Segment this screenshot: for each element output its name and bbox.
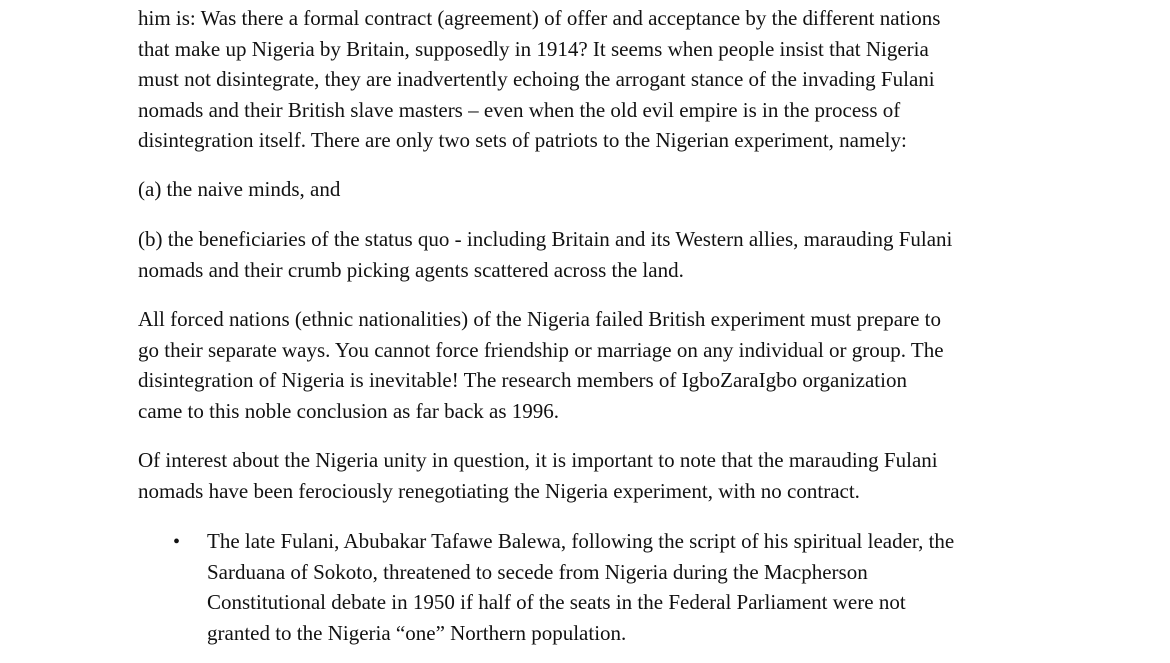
text-line: came to this noble conclusion as far back as 1996.: [138, 398, 560, 423]
paragraph-unity-interest: [138, 445, 1038, 506]
text-line: (a) the naive minds, and: [138, 177, 341, 201]
paragraph-forced-nations: [138, 304, 1038, 426]
text-line: disintegration of Nigeria is inevitable! The research members of IgboZaraIgbo organization: [138, 368, 907, 392]
text-line: nomads have been ferociously renegotiating the Nigeria experiment, with no contract.: [138, 478, 860, 503]
text-line: nomads and their British slave masters – even when the old evil empire is in the process of: [138, 97, 901, 122]
text-line: Sarduana of Sokoto, threatened to secede from Nigeria during the Macpherson: [207, 559, 868, 584]
text-line: that make up Nigeria by Britain, supposedly in 1914? It seems when people insist that Nigeria: [138, 36, 929, 61]
paragraph-contract-question: [138, 3, 1038, 156]
list-item-b: [138, 224, 1038, 285]
list-item-a: [138, 174, 1038, 205]
text-line: The late Fulani, Abubakar Tafawe Balewa, following the script of his spiritual leader, the: [207, 529, 955, 553]
bullet-marker: •: [173, 531, 181, 553]
text-line: nomads and their crumb picking agents scattered across the land.: [138, 257, 684, 282]
text-line: disintegration itself. There are only two sets of patriots to the Nigerian experiment, namely:: [138, 128, 907, 152]
bullet-item-balewa: [207, 526, 1107, 648]
text-line: must not disintegrate, they are inadvertently echoing the arrogant stance of the invading Fulani: [138, 67, 935, 91]
text-line: Constitutional debate in 1950 if half of the seats in the Federal Parliament were not: [207, 590, 906, 614]
text-line: Of interest about the Nigeria unity in question, it is important to note that the marauding Fulani: [138, 448, 938, 472]
text-line: granted to the Nigeria “one” Northern population.: [207, 620, 627, 645]
text-line: (b) the beneficiaries of the status quo - including Britain and its Western allies, marauding Fulani: [138, 227, 953, 251]
text-line: him is: Was there a formal contract (agreement) of offer and acceptance by the different nations: [138, 6, 941, 30]
text-line: go their separate ways. You cannot force friendship or marriage on any individual or group. The: [138, 337, 944, 362]
text-line: All forced nations (ethnic nationalities) of the Nigeria failed British experiment must prepare to: [138, 307, 941, 331]
